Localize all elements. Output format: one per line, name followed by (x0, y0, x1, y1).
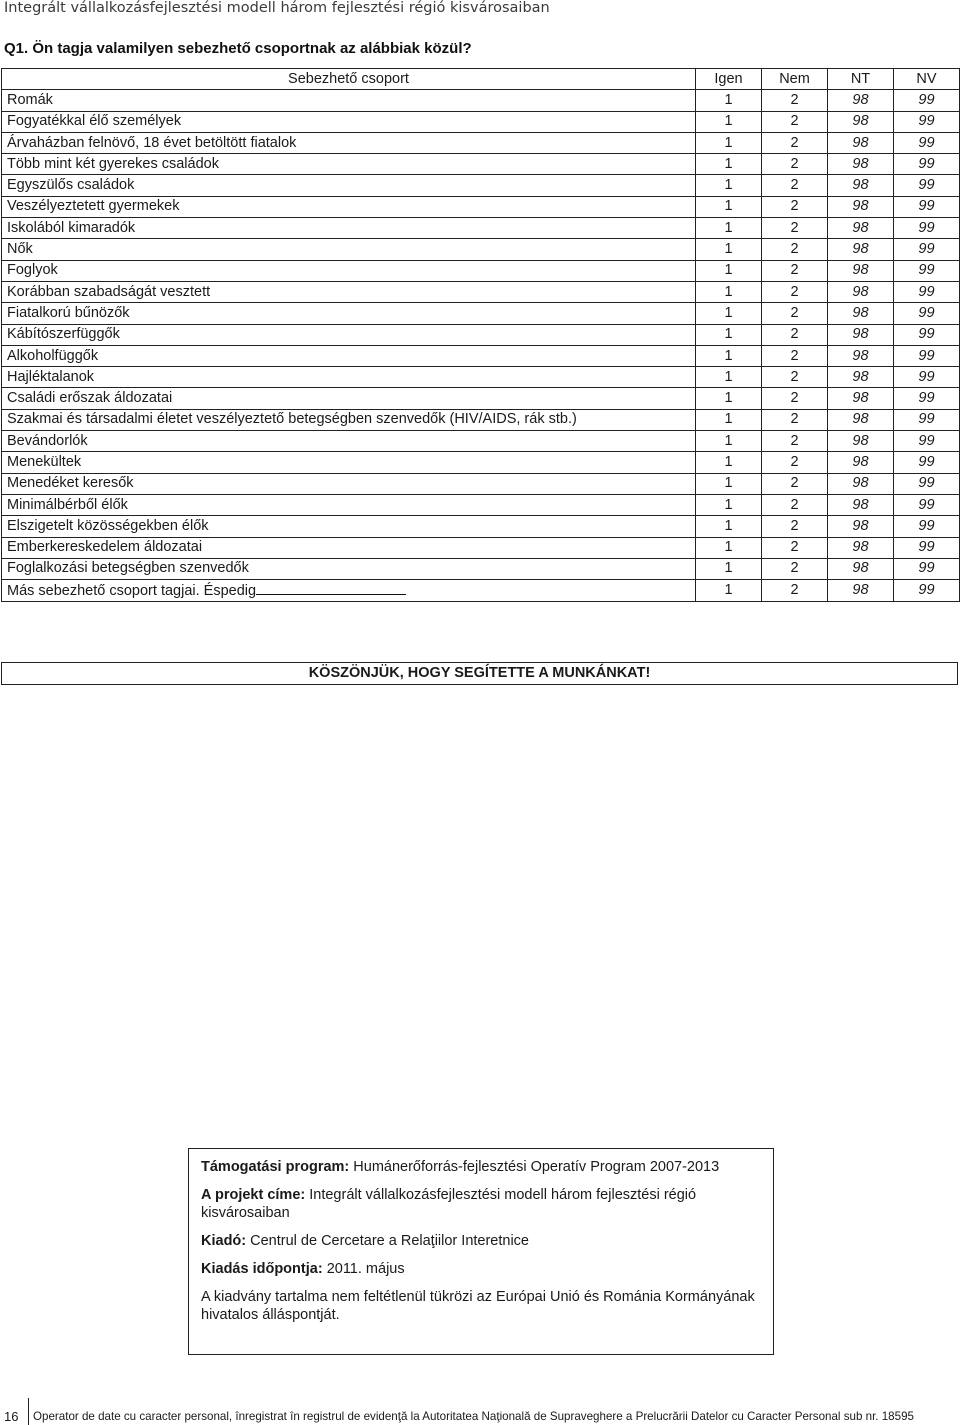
code-nem[interactable] (762, 409, 828, 430)
program-label: Támogatási program: (201, 1159, 350, 1175)
code-nem[interactable] (762, 196, 828, 217)
code-igen[interactable] (696, 452, 762, 473)
code-igen[interactable] (696, 303, 762, 324)
row-label-text: Családi erőszak áldozatai (7, 390, 173, 407)
code-nem[interactable] (762, 111, 828, 132)
project-line (201, 1186, 761, 1222)
code-nem[interactable] (762, 473, 828, 494)
code-nem-text: 2 (790, 411, 799, 428)
code-nem-text: 2 (790, 475, 799, 492)
code-nt-text: 98 (852, 582, 869, 599)
code-igen-text: 1 (724, 560, 733, 577)
code-nt[interactable] (828, 154, 894, 175)
code-nt-text: 98 (852, 326, 869, 343)
code-nem-text: 2 (790, 177, 799, 194)
table-row (2, 196, 960, 217)
row-label-text: Más sebezhető csoport tagjai. Éspedig (7, 583, 257, 600)
program-value: Humánerőforrás-fejlesztési Operatív Program 2007-2013 (353, 1159, 720, 1175)
code-nem[interactable] (762, 516, 828, 537)
table-row (2, 132, 960, 153)
code-nt-text: 98 (852, 347, 869, 364)
thanks-banner: KÖSZÖNJÜK, HOGY SEGÍTETTE A MUNKÁNKAT! (1, 662, 958, 685)
code-igen-text: 1 (724, 347, 733, 364)
code-igen-text: 1 (724, 262, 733, 279)
code-nem-text: 2 (790, 432, 799, 449)
code-nt[interactable] (828, 175, 894, 196)
running-header: Integrált vállalkozásfejlesztési modell három fejlesztési régió kisvárosaiban (4, 0, 550, 16)
code-nv[interactable] (894, 281, 960, 302)
code-nem-text: 2 (790, 155, 799, 172)
code-nem-text: 2 (790, 198, 799, 215)
code-igen[interactable] (696, 367, 762, 388)
code-nem-text: 2 (790, 539, 799, 556)
table-row (2, 409, 960, 430)
code-nem[interactable] (762, 154, 828, 175)
code-nem[interactable] (762, 367, 828, 388)
vulnerable-groups-table (1, 68, 960, 602)
code-nt-text: 98 (852, 517, 869, 534)
code-nem[interactable] (762, 132, 828, 153)
code-nt-text: 98 (852, 560, 869, 577)
code-igen[interactable] (696, 580, 762, 602)
code-nem[interactable] (762, 218, 828, 239)
code-nem[interactable] (762, 388, 828, 409)
row-label-text: Több mint két gyerekes családok (7, 155, 219, 172)
row-label (2, 324, 696, 345)
table-row (2, 431, 960, 452)
row-label (2, 196, 696, 217)
code-nt[interactable] (828, 260, 894, 281)
code-nv[interactable] (894, 324, 960, 345)
table-row (2, 239, 960, 260)
code-nv[interactable] (894, 473, 960, 494)
code-nv[interactable] (894, 345, 960, 366)
row-label-text: Nők (7, 241, 33, 258)
code-nem-text: 2 (790, 91, 799, 108)
code-nem-text: 2 (790, 582, 799, 599)
code-nem[interactable] (762, 324, 828, 345)
code-nv[interactable] (894, 239, 960, 260)
code-igen[interactable] (696, 345, 762, 366)
code-igen-text: 1 (724, 241, 733, 258)
code-nt[interactable] (828, 90, 894, 111)
row-label-text: Alkoholfüggők (7, 347, 99, 364)
code-nv[interactable] (894, 452, 960, 473)
row-label (2, 558, 696, 579)
code-igen-text: 1 (724, 219, 733, 236)
column-header-nem: Nem (762, 69, 828, 90)
code-igen[interactable] (696, 154, 762, 175)
code-nt[interactable] (828, 452, 894, 473)
code-nem[interactable] (762, 494, 828, 515)
table-row (2, 580, 960, 602)
row-label (2, 516, 696, 537)
row-label (2, 580, 696, 602)
row-label-text: Foglalkozási betegségben szenvedők (7, 560, 249, 577)
code-nv-text: 99 (918, 432, 935, 449)
code-nv-text: 99 (918, 304, 935, 321)
code-nt[interactable] (828, 345, 894, 366)
code-igen-text: 1 (724, 453, 733, 470)
row-label (2, 452, 696, 473)
code-igen-text: 1 (724, 155, 733, 172)
code-igen-text: 1 (724, 432, 733, 449)
column-header-igen: Igen (696, 69, 762, 90)
code-nem-text: 2 (790, 347, 799, 364)
code-nt-text: 98 (852, 453, 869, 470)
code-nt-text: 98 (852, 198, 869, 215)
row-label (2, 303, 696, 324)
row-label-text: Iskolából kimaradók (7, 219, 136, 236)
code-nt[interactable] (828, 324, 894, 345)
code-igen[interactable] (696, 494, 762, 515)
code-nt-text: 98 (852, 91, 869, 108)
code-nt[interactable] (828, 409, 894, 430)
row-label-text: Árvaházban felnövő, 18 évet betöltött fiatalok (7, 134, 297, 151)
table-row (2, 175, 960, 196)
row-label-text: Menekültek (7, 453, 82, 470)
table-row (2, 388, 960, 409)
code-nem[interactable] (762, 452, 828, 473)
code-nv-text: 99 (918, 368, 935, 385)
code-nt[interactable] (828, 367, 894, 388)
support-info-box (188, 1148, 774, 1355)
table-row (2, 303, 960, 324)
code-nem[interactable] (762, 558, 828, 579)
project-value: Integrált vállalkozásfejlesztési modell három fejlesztési régió kisvárosaiban (201, 1187, 697, 1221)
code-igen-text: 1 (724, 326, 733, 343)
table-row (2, 452, 960, 473)
code-nv-text: 99 (918, 177, 935, 194)
code-nv[interactable] (894, 494, 960, 515)
code-igen[interactable] (696, 431, 762, 452)
code-nem-text: 2 (790, 241, 799, 258)
code-igen-text: 1 (724, 283, 733, 300)
row-label (2, 218, 696, 239)
code-nt[interactable] (828, 303, 894, 324)
code-nem-text: 2 (790, 368, 799, 385)
row-label-text: Fiatalkorú bűnözők (7, 304, 130, 321)
table-row (2, 111, 960, 132)
row-label-text: Menedéket keresők (7, 475, 134, 492)
code-nt[interactable] (828, 132, 894, 153)
code-nv[interactable] (894, 431, 960, 452)
code-nv[interactable] (894, 516, 960, 537)
table-row (2, 281, 960, 302)
code-nem-text: 2 (790, 304, 799, 321)
row-label (2, 154, 696, 175)
row-label-text: Egyszülős családok (7, 177, 135, 194)
row-label (2, 239, 696, 260)
code-nv[interactable] (894, 580, 960, 602)
table-row (2, 90, 960, 111)
column-header-nv: NV (894, 69, 960, 90)
row-label-text: Elszigetelt közösségekben élők (7, 517, 209, 534)
table-row (2, 218, 960, 239)
row-label-text: Emberkereskedelem áldozatai (7, 539, 203, 556)
table-header-row (2, 69, 960, 90)
code-nv-text: 99 (918, 198, 935, 215)
row-label (2, 388, 696, 409)
code-nt-text: 98 (852, 155, 869, 172)
table-row (2, 154, 960, 175)
page-number: 16 (4, 1409, 19, 1424)
code-nv-text: 99 (918, 453, 935, 470)
code-nt[interactable] (828, 580, 894, 602)
code-igen[interactable] (696, 132, 762, 153)
date-label: Kiadás időpontja: (201, 1261, 323, 1277)
code-nv-text: 99 (918, 326, 935, 343)
code-nv-text: 99 (918, 241, 935, 258)
code-nt-text: 98 (852, 134, 869, 151)
code-nv-text: 99 (918, 155, 935, 172)
row-label-text: Hajléktalanok (7, 368, 95, 385)
code-nt[interactable] (828, 281, 894, 302)
code-nem[interactable] (762, 537, 828, 558)
code-nv[interactable] (894, 409, 960, 430)
code-nv-text: 99 (918, 134, 935, 151)
code-igen[interactable] (696, 558, 762, 579)
code-nv[interactable] (894, 367, 960, 388)
code-igen[interactable] (696, 196, 762, 217)
code-nt-text: 98 (852, 304, 869, 321)
code-nem-text: 2 (790, 453, 799, 470)
code-nt-text: 98 (852, 539, 869, 556)
code-nt-text: 98 (852, 283, 869, 300)
code-igen[interactable] (696, 260, 762, 281)
code-igen-text: 1 (724, 475, 733, 492)
date-line (201, 1260, 761, 1278)
code-nt-text: 98 (852, 496, 869, 513)
code-nt-text: 98 (852, 113, 869, 130)
table-row (2, 558, 960, 579)
row-label-text: Korábban szabadságát vesztett (7, 283, 211, 300)
code-igen-text: 1 (724, 517, 733, 534)
program-line (201, 1158, 761, 1176)
code-nt[interactable] (828, 537, 894, 558)
code-nem-text: 2 (790, 560, 799, 577)
code-nt[interactable] (828, 473, 894, 494)
publisher-label: Kiadó: (201, 1233, 247, 1249)
table-body (2, 90, 960, 602)
code-nt[interactable] (828, 558, 894, 579)
code-nt[interactable] (828, 431, 894, 452)
code-nv[interactable] (894, 175, 960, 196)
code-nv[interactable] (894, 303, 960, 324)
code-nv[interactable] (894, 388, 960, 409)
code-nv-text: 99 (918, 283, 935, 300)
code-nv[interactable] (894, 154, 960, 175)
code-nem-text: 2 (790, 134, 799, 151)
code-nv-text: 99 (918, 475, 935, 492)
code-nt-text: 98 (852, 241, 869, 258)
code-nt[interactable] (828, 239, 894, 260)
code-nem-text: 2 (790, 113, 799, 130)
row-label (2, 111, 696, 132)
code-nt-text: 98 (852, 411, 869, 428)
table-row (2, 537, 960, 558)
code-igen[interactable] (696, 537, 762, 558)
code-nem[interactable] (762, 345, 828, 366)
code-nt[interactable] (828, 516, 894, 537)
code-nv-text: 99 (918, 496, 935, 513)
code-nt-text: 98 (852, 368, 869, 385)
row-label (2, 281, 696, 302)
code-nem[interactable] (762, 260, 828, 281)
code-nv[interactable] (894, 558, 960, 579)
code-nt[interactable] (828, 218, 894, 239)
code-igen[interactable] (696, 473, 762, 494)
date-value: 2011. május (326, 1261, 405, 1277)
code-nt[interactable] (828, 196, 894, 217)
code-nt-text: 98 (852, 219, 869, 236)
code-igen-text: 1 (724, 304, 733, 321)
code-nv[interactable] (894, 111, 960, 132)
code-nt-text: 98 (852, 390, 869, 407)
code-igen-text: 1 (724, 390, 733, 407)
code-nem[interactable] (762, 281, 828, 302)
code-nv-text: 99 (918, 539, 935, 556)
code-igen-text: 1 (724, 177, 733, 194)
table-row (2, 494, 960, 515)
code-nv-text: 99 (918, 560, 935, 577)
row-label (2, 90, 696, 111)
code-igen-text: 1 (724, 91, 733, 108)
code-igen[interactable] (696, 218, 762, 239)
row-label (2, 367, 696, 388)
row-label (2, 260, 696, 281)
code-igen[interactable] (696, 516, 762, 537)
code-nv-text: 99 (918, 411, 935, 428)
row-label (2, 431, 696, 452)
project-label: A projekt címe: (201, 1187, 306, 1203)
table-row (2, 516, 960, 537)
code-igen[interactable] (696, 239, 762, 260)
row-label (2, 473, 696, 494)
code-nv-text: 99 (918, 347, 935, 364)
code-nt-text: 98 (852, 475, 869, 492)
row-label-text: Szakmai és társadalmi életet veszélyeztető betegségben szenvedők (HIV/AIDS, rák stb.) (7, 411, 577, 428)
table-row (2, 367, 960, 388)
code-igen[interactable] (696, 409, 762, 430)
code-nv-text: 99 (918, 113, 935, 130)
code-igen-text: 1 (724, 134, 733, 151)
publisher-line (201, 1232, 761, 1250)
code-nv-text: 99 (918, 91, 935, 108)
code-nem[interactable] (762, 580, 828, 602)
code-nt[interactable] (828, 494, 894, 515)
code-nt-text: 98 (852, 262, 869, 279)
code-nem[interactable] (762, 431, 828, 452)
code-igen-text: 1 (724, 198, 733, 215)
code-igen-text: 1 (724, 411, 733, 428)
row-label (2, 345, 696, 366)
row-label (2, 494, 696, 515)
code-nv-text: 99 (918, 390, 935, 407)
code-igen-text: 1 (724, 368, 733, 385)
code-igen[interactable] (696, 388, 762, 409)
question-text: Q1. Ön tagja valamilyen sebezhető csoportnak az alábbiak közül? (4, 40, 472, 57)
disclaimer: A kiadvány tartalma nem feltétlenül tükrözi az Európai Unió és Románia Kormányának hivatalos álláspontját. (201, 1289, 755, 1323)
code-nt-text: 98 (852, 432, 869, 449)
code-igen[interactable] (696, 90, 762, 111)
code-nt[interactable] (828, 111, 894, 132)
row-label (2, 537, 696, 558)
code-nem-text: 2 (790, 262, 799, 279)
code-nem-text: 2 (790, 496, 799, 513)
write-in-blank[interactable] (256, 580, 406, 595)
table-row (2, 345, 960, 366)
code-nem[interactable] (762, 175, 828, 196)
code-nem-text: 2 (790, 219, 799, 236)
table-row (2, 260, 960, 281)
table-row (2, 473, 960, 494)
code-nv[interactable] (894, 132, 960, 153)
code-nv[interactable] (894, 537, 960, 558)
code-nem-text: 2 (790, 283, 799, 300)
row-label-text: Bevándorlók (7, 432, 88, 449)
code-igen-text: 1 (724, 539, 733, 556)
code-nem-text: 2 (790, 517, 799, 534)
code-nv-text: 99 (918, 582, 935, 599)
footer-text: Operator de date cu caracter personal, înregistrat în registrul de evidenţă la Autoritatea Naţională de Supraveghere a Prelucrării Datelor cu Caracter Personal sub nr. 18595 (33, 1410, 914, 1423)
publisher-value: Centrul de Cercetare a Relaţiilor Interetnice (250, 1233, 529, 1249)
code-igen[interactable] (696, 111, 762, 132)
code-nv[interactable] (894, 90, 960, 111)
row-label (2, 409, 696, 430)
code-igen[interactable] (696, 324, 762, 345)
code-nv[interactable] (894, 260, 960, 281)
code-igen[interactable] (696, 175, 762, 196)
code-igen-text: 1 (724, 113, 733, 130)
code-nv[interactable] (894, 218, 960, 239)
code-nem-text: 2 (790, 326, 799, 343)
row-label-text: Fogyatékkal élő személyek (7, 113, 182, 130)
code-igen-text: 1 (724, 496, 733, 513)
row-label-text: Romák (7, 91, 53, 108)
row-label-text: Kábítószerfüggők (7, 326, 120, 343)
column-header-nt: NT (828, 69, 894, 90)
code-igen-text: 1 (724, 582, 733, 599)
footer-divider (28, 1398, 29, 1425)
code-nt-text: 98 (852, 177, 869, 194)
code-nt[interactable] (828, 388, 894, 409)
row-label-text: Veszélyeztetett gyermekek (7, 198, 180, 215)
code-nem[interactable] (762, 239, 828, 260)
code-nv-text: 99 (918, 219, 935, 236)
code-nv[interactable] (894, 196, 960, 217)
code-nv-text: 99 (918, 262, 935, 279)
row-label-text: Minimálbérből élők (7, 496, 128, 513)
code-nem-text: 2 (790, 390, 799, 407)
table-row (2, 324, 960, 345)
column-header-group: Sebezhető csoport (2, 69, 696, 90)
code-nem[interactable] (762, 303, 828, 324)
code-nv-text: 99 (918, 517, 935, 534)
row-label (2, 132, 696, 153)
row-label (2, 175, 696, 196)
code-igen[interactable] (696, 281, 762, 302)
code-nem[interactable] (762, 90, 828, 111)
row-label-text: Foglyok (7, 262, 58, 279)
